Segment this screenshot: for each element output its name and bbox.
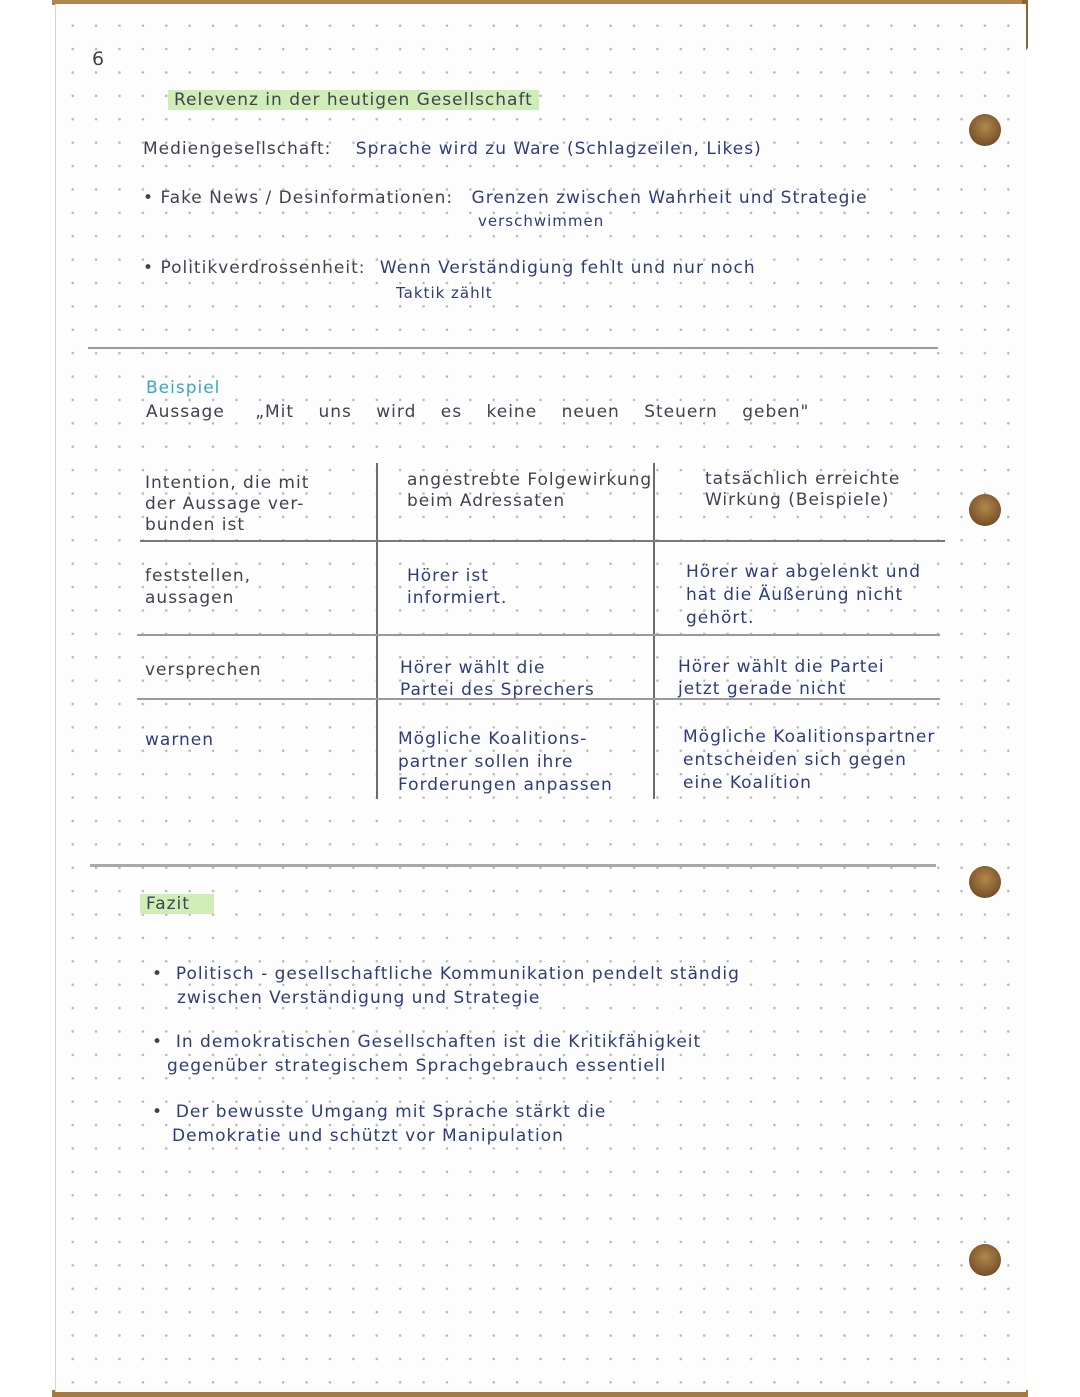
punch-hole-icon	[969, 494, 1001, 526]
cell-line: Hörer ist	[407, 566, 489, 586]
cell-line: Forderungen anpassen	[398, 775, 613, 795]
table-row-1-angestrebt	[407, 565, 507, 609]
statement-text: „Mit uns wird es keine neuen Steuern geben"	[255, 402, 810, 422]
header-line: beim Adressaten	[407, 491, 566, 511]
header-line: der Aussage ver-	[145, 494, 305, 514]
table-col-divider	[376, 463, 378, 799]
bullet-text: In demokratischen Gesellschaften ist die Kritikfähigkeit	[175, 1032, 702, 1052]
bullet-label: Fake News / Desinformationen:	[160, 188, 454, 208]
cell-line: Partei des Sprechers	[400, 680, 595, 700]
fazit-bullet-3	[152, 1100, 606, 1148]
header-line: Intention, die mit	[145, 473, 310, 493]
table-row-2-erreicht	[678, 656, 885, 700]
bullet-fakenews: • Fake News / Desinformationen: Grenzen zwischen Wahrheit und Strategie	[143, 188, 868, 208]
example-heading: Beispiel	[146, 378, 221, 398]
table-header-erreicht	[705, 469, 900, 511]
table-header-rule	[140, 540, 945, 542]
header-line: bunden ist	[145, 515, 246, 535]
bullet-text: Demokratie und schützt vor Manipulation	[172, 1126, 564, 1146]
cell-line: aussagen	[145, 588, 235, 608]
punch-hole-icon	[969, 866, 1001, 898]
bullet-text: Politisch - gesellschaftliche Kommunikation pendelt ständig	[175, 964, 740, 984]
bullet-line: • Politisch - gesellschaftliche Kommunikation pendelt ständig	[152, 964, 740, 984]
cell-line: Mögliche Koalitionspartner	[683, 727, 936, 747]
bullet-medien	[143, 139, 762, 159]
cell-line: gehört.	[686, 608, 755, 628]
cell-line: entscheiden sich gegen	[683, 750, 907, 770]
table-row-2-angestrebt	[400, 657, 595, 701]
page-number: 6	[92, 48, 106, 70]
bullet-text-cont: verschwimmen	[478, 212, 605, 230]
fazit-heading-text: Fazit	[140, 894, 214, 914]
table-header-angestrebt	[407, 470, 652, 512]
fazit-bullet-2	[152, 1030, 701, 1078]
cell-line: hat die Äußerung nicht	[686, 585, 904, 605]
table-row-2-intention: versprechen	[145, 660, 262, 680]
bullet-text: zwischen Verständigung und Strategie	[177, 988, 541, 1008]
bullet-label: Politikverdrossenheit:	[160, 258, 366, 278]
fazit-heading	[140, 894, 214, 914]
relevance-heading-text: Relevenz in der heutigen Gesellschaft	[168, 90, 539, 110]
statement-label: Aussage	[146, 402, 225, 422]
bullet-text: Sprache wird zu Ware (Schlagzeilen, Likes)	[355, 139, 762, 159]
cell-line: informiert.	[407, 588, 508, 608]
bullet-text: gegenüber strategischem Sprachgebrauch essentiell	[167, 1056, 667, 1076]
table-header-intention	[145, 473, 309, 536]
cell-line: eine Koalition	[683, 773, 812, 793]
bullet-text: Wenn Verständigung fehlt und nur noch	[379, 258, 756, 278]
punch-hole-icon	[969, 114, 1001, 146]
cell-line: jetzt gerade nicht	[678, 679, 847, 699]
table-row-1-intention	[145, 565, 251, 609]
bullet-label: Mediengesellschaft:	[143, 139, 332, 159]
fazit-bullet-1	[152, 962, 740, 1010]
header-line: tatsächlich erreichte	[705, 469, 901, 489]
table-row-3-erreicht	[683, 726, 935, 795]
header-line: Wirkung (Beispiele)	[705, 490, 890, 510]
example-statement	[146, 402, 809, 422]
bullet-line: • Der bewusste Umgang mit Sprache stärkt die	[152, 1102, 607, 1122]
bullet-line: • In demokratischen Gesellschaften ist die Kritikfähigkeit	[152, 1032, 702, 1052]
cell-line: partner sollen ihre	[398, 752, 574, 772]
table-row-3-intention: warnen	[145, 730, 215, 750]
bullet-text: Der bewusste Umgang mit Sprache stärkt die	[175, 1102, 607, 1122]
table-row-3-angestrebt	[398, 728, 613, 797]
cell-line: Hörer wählt die	[400, 658, 546, 678]
cell-line: Hörer wählt die Partei	[678, 657, 885, 677]
relevance-heading	[168, 90, 539, 110]
punch-hole-icon	[969, 1244, 1001, 1276]
cell-line: Mögliche Koalitions-	[398, 729, 588, 749]
bullet-text-cont: Taktik zählt	[396, 284, 493, 302]
section-divider	[88, 347, 938, 349]
table-row-rule	[137, 634, 940, 636]
cell-line: feststellen,	[145, 566, 252, 586]
bullet-politik: • Politikverdrossenheit: Wenn Verständigung fehlt und nur noch	[143, 258, 756, 278]
table-col-divider	[653, 463, 655, 799]
table-row-1-erreicht	[686, 561, 921, 630]
header-line: angestrebte Folgewirkung	[407, 470, 653, 490]
section-divider	[90, 864, 936, 867]
cell-line: Hörer war abgelenkt und	[686, 562, 922, 582]
bullet-text: Grenzen zwischen Wahrheit und Strategie	[471, 188, 868, 208]
